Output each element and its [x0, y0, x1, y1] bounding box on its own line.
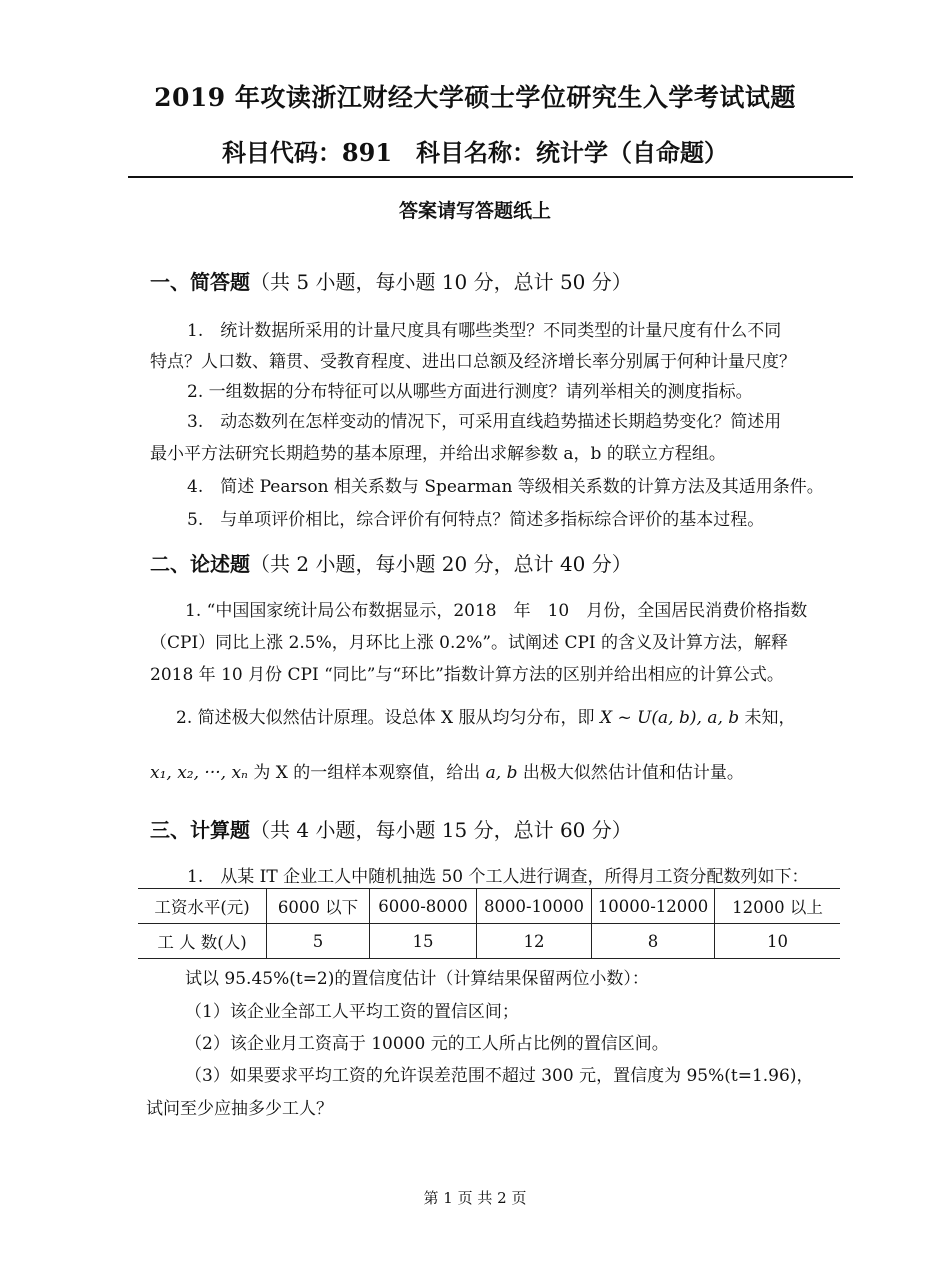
section-2-heading	[150, 548, 632, 577]
table-cell: 10000-12000	[592, 889, 715, 924]
s2-q2-text-b: 未知，	[739, 708, 796, 728]
s2-q2-sample-formula: x₁, x₂, ···, xₙ	[150, 763, 248, 783]
subject-line: 科目代码：891 科目名称：统计学（自命题）	[221, 138, 729, 167]
s1-q1-line2: 特点？人口数、籍贯、受教育程度、进出口总额及经济增长率分别属于何种计量尺度？	[150, 352, 796, 372]
table-cell: 8000-10000	[477, 889, 592, 924]
s1-q4: 4. 简述 Pearson 相关系数与 Spearman 等级相关系数的计算方法及其适用条件。	[187, 477, 824, 497]
table-cell: 10	[715, 924, 841, 959]
section-1-title: 一、简答题	[150, 270, 250, 294]
section-2-title: 二、论述题	[150, 552, 250, 576]
s1-q2: 2. 一组数据的分布特征可以从哪些方面进行测度？请列举相关的测度指标。	[187, 382, 753, 402]
s3-q1-sub3-line2: 试问至少应抽多少工人？	[146, 1099, 333, 1119]
header-divider	[128, 176, 853, 178]
section-2-info: （共 2 小题，每小题 20 分，总计 40 分）	[250, 552, 632, 576]
section-3-heading	[150, 814, 632, 843]
page-number: 第 1 页 共 2 页	[423, 1189, 527, 1207]
s3-q1-sub3-line1: （3）如果要求平均工资的允许误差范围不超过 300 元，置信度为 95%(t=1.96)，	[185, 1066, 814, 1086]
section-1-info: （共 5 小题，每小题 10 分，总计 50 分）	[250, 270, 632, 294]
s1-q5: 5. 与单项评价相比，综合评价有何特点？简述多指标综合评价的基本过程。	[187, 510, 765, 530]
s3-q1-intro: 1. 从某 IT 企业工人中随机抽选 50 个工人进行调查，所得月工资分配数列如下：	[187, 867, 809, 887]
s2-q2-text-a: 2. 简述极大似然估计原理。设总体 X 服从均匀分布，即	[176, 708, 600, 728]
table-cell: 工 人 数(人)	[138, 924, 267, 959]
section-3-info: （共 4 小题，每小题 15 分，总计 60 分）	[250, 818, 632, 842]
wage-distribution-table	[138, 888, 840, 959]
s3-q1-sub1: （1）该企业全部工人平均工资的置信区间；	[185, 1002, 519, 1022]
table-cell: 5	[267, 924, 370, 959]
table-cell: 15	[370, 924, 477, 959]
answer-instruction: 答案请写答题纸上	[398, 200, 551, 222]
exam-title: 2019 年攻读浙江财经大学硕士学位研究生入学考试试题	[154, 83, 796, 112]
table-cell: 12	[477, 924, 592, 959]
table-cell: 12000 以上	[715, 889, 841, 924]
table-row	[138, 889, 840, 924]
s2-q2-text-d: 出极大似然估计值和估计量。	[517, 763, 744, 783]
table-cell: 6000-8000	[370, 889, 477, 924]
table-cell: 6000 以下	[267, 889, 370, 924]
table-cell: 8	[592, 924, 715, 959]
s1-q3-line1: 3. 动态数列在怎样变动的情况下，可采用直线趋势描述长期趋势变化？简述用	[187, 412, 782, 432]
s3-q1-sub2: （2）该企业月工资高于 10000 元的工人所占比例的置信区间。	[185, 1034, 669, 1054]
s2-q2-params: a, b	[485, 763, 518, 783]
s1-q3-line2: 最小平方法研究长期趋势的基本原理，并给出求解参数 a，b 的联立方程组。	[150, 444, 726, 464]
s2-q1-line3: 2018 年 10 月份 CPI “同比”与“环比”指数计算方法的区别并给出相应的计算公式。	[150, 665, 784, 685]
section-1-heading	[150, 266, 632, 295]
s1-q1-line1: 1. 统计数据所采用的计量尺度具有哪些类型？不同类型的计量尺度有什么不同	[187, 321, 782, 341]
s2-q2-text-c: 为 X 的一组样本观察值，给出	[247, 763, 486, 783]
s2-q2-line1	[176, 703, 796, 728]
table-cell: 工资水平(元)	[138, 889, 267, 924]
s2-q2-formula: X ~ U(a, b), a, b	[599, 708, 740, 728]
s2-q2-line2	[150, 758, 744, 783]
s2-q1-line1: 1. “中国国家统计局公布数据显示，2018 年 10 月份，全国居民消费价格指数	[185, 601, 808, 621]
s2-q1-line2: （CPI）同比上涨 2.5%，月环比上涨 0.2%”。试阐述 CPI 的含义及计算方法，解释	[150, 633, 789, 653]
table-row	[138, 924, 840, 959]
section-3-title: 三、计算题	[150, 818, 250, 842]
s3-q1-task: 试以 95.45%(t=2)的置信度估计（计算结果保留两位小数）：	[185, 969, 649, 989]
